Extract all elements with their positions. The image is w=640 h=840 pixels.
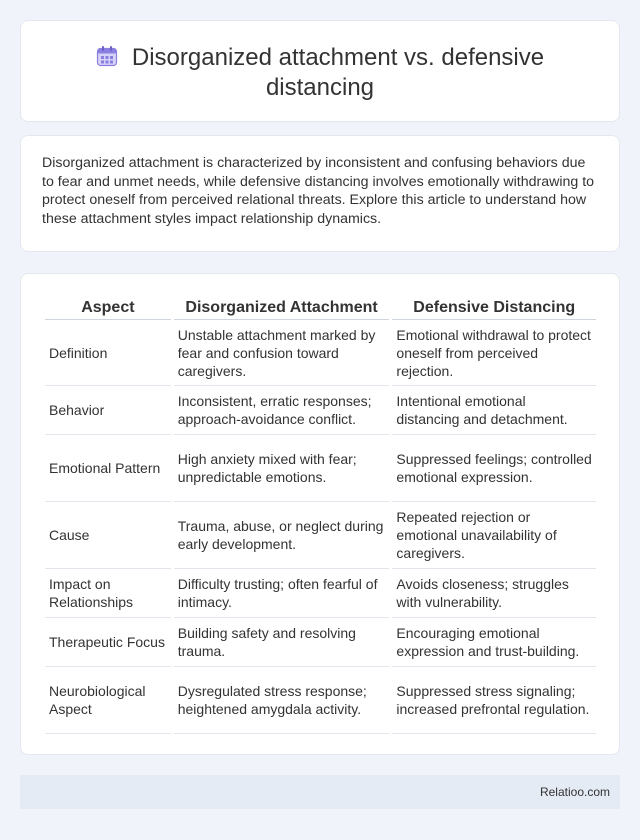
table-row <box>45 320 596 386</box>
table-row <box>45 435 596 502</box>
row-defensive: Emotional withdrawal to protect oneself from perceived rejection. <box>392 320 596 386</box>
column-header-aspect: Aspect <box>45 296 171 320</box>
page-title <box>21 43 619 103</box>
row-defensive: Suppressed stress signaling; increased prefrontal regulation. <box>392 667 596 734</box>
table-row <box>45 618 596 667</box>
row-aspect: Emotional Pattern <box>45 435 171 502</box>
row-defensive: Intentional emotional distancing and detachment. <box>392 386 596 435</box>
row-disorganized: Inconsistent, erratic responses; approach-avoidance conflict. <box>174 386 390 435</box>
table-row <box>45 667 596 734</box>
intro-paragraph: Disorganized attachment is characterized by inconsistent and confusing behaviors due to fear and unmet needs, while defensive distancing involves emotionally withdrawing to protect oneself from perceived relational threats. Explore this article to understand how these attachment styles impact relationship dynamics. <box>42 155 595 227</box>
footer-bar <box>20 775 620 809</box>
row-disorganized: Unstable attachment marked by fear and confusion toward caregivers. <box>174 320 390 386</box>
row-aspect: Neurobiological Aspect <box>45 667 171 734</box>
row-defensive: Avoids closeness; struggles with vulnerability. <box>392 569 596 618</box>
row-aspect: Cause <box>45 502 171 569</box>
page-title-line2: distancing <box>265 74 375 101</box>
row-defensive: Encouraging emotional expression and trust-building. <box>392 618 596 667</box>
comparison-table <box>42 296 599 734</box>
calendar-icon <box>96 45 118 67</box>
footer-brand: Relatioo.com <box>539 785 610 799</box>
row-aspect: Therapeutic Focus <box>45 618 171 667</box>
row-disorganized: Dysregulated stress response; heightened amygdala activity. <box>174 667 390 734</box>
table-header-row <box>45 296 596 320</box>
column-header-defensive: Defensive Distancing <box>392 296 596 320</box>
table-row <box>45 386 596 435</box>
column-header-disorganized: Disorganized Attachment <box>174 296 390 320</box>
row-disorganized: Trauma, abuse, or neglect during early development. <box>174 502 390 569</box>
table-row <box>45 569 596 618</box>
page-title-line1: Disorganized attachment vs. defensive <box>131 44 545 71</box>
title-card <box>20 20 620 122</box>
row-disorganized: High anxiety mixed with fear; unpredictable emotions. <box>174 435 390 502</box>
row-defensive: Suppressed feelings; controlled emotional expression. <box>392 435 596 502</box>
intro-card <box>20 135 620 252</box>
row-disorganized: Difficulty trusting; often fearful of intimacy. <box>174 569 390 618</box>
comparison-card <box>20 273 620 755</box>
row-aspect: Behavior <box>45 386 171 435</box>
row-aspect: Impact on Relationships <box>45 569 171 618</box>
row-aspect: Definition <box>45 320 171 386</box>
row-defensive: Repeated rejection or emotional unavailability of caregivers. <box>392 502 596 569</box>
table-row <box>45 502 596 569</box>
row-disorganized: Building safety and resolving trauma. <box>174 618 390 667</box>
